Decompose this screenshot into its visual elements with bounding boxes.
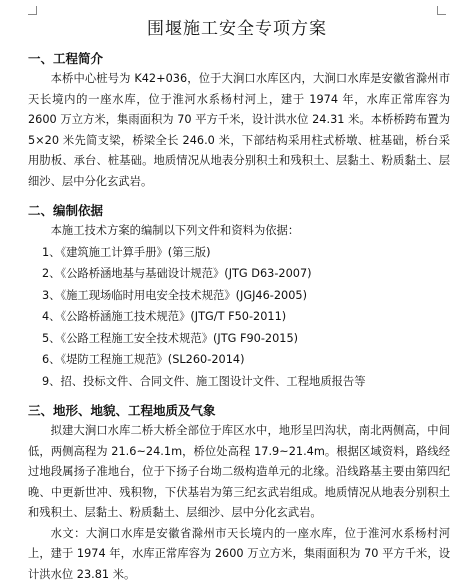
section-heading: 二、编制依据 <box>28 200 450 221</box>
document-body <box>28 48 450 585</box>
list-item: 4、《公路桥涵施工技术规范》(JTG/T F50-2011) <box>28 306 450 328</box>
list-item: 2、《公路桥涵地基与基础设计规范》(JTG D63-2007) <box>28 263 450 285</box>
section-intro: 本施工技术方案的编制以下列文件和资料为依据： <box>28 221 450 242</box>
section-heading: 三、地形、地貌、工程地质及气象 <box>28 400 450 421</box>
section-paragraph: 水文：大涧口水库是安徽省滁州市天长境内的一座水库，位于淮河水系杨村河上，建于 1974 年，水库正常库容为 2600 万立方米，集雨面积为 70 平方千米，设计洪水位 23.81 米。 <box>28 524 450 585</box>
list-item: 5、《公路工程施工安全技术规范》(JTG F90-2015) <box>28 328 450 350</box>
list-item: 3、《施工现场临时用电安全技术规范》(JGJ46-2005) <box>28 285 450 307</box>
list-item: 1、《建筑施工计算手册》(第三版) <box>28 242 450 264</box>
section-paragraph: 拟建大涧口水库二桥大桥全部位于库区水中，地形呈凹沟状，南北两侧高，中间低，两侧高程为 21.6~24.1m，桥位处高程 17.9~21.4m。根据区域资料，路线经过地段属扬子准地台，位于下扬子台坳二级构造单元的北缘。沿线路基主要由第四纪晚、中更新世冲、残积物，下伏基岩为第三纪玄武岩组成。地质情况从地表分别积土和残积土、层黏土、粉质黏土、层细沙、层中分化玄武岩。 <box>28 421 450 524</box>
document-title: 围堰施工安全专项方案 <box>0 14 474 39</box>
list-item: 9、招、投标文件、合同文件、施工图设计文件、工程地质报告等 <box>28 371 450 393</box>
section-heading: 一、工程简介 <box>28 48 450 69</box>
section-paragraph: 本桥中心桩号为 K42+036，位于大涧口水库区内，大涧口水库是安徽省滁州市天长境内的一座水库，位于淮河水系杨村河上，建于 1974 年，水库正常库容为 2600 万立方米，集雨面积为 70 平方千米，设计洪水位 24.31 米。本桥桥跨布置为 5×20 米先简支梁，桥梁全长 246.0 米，下部结构采用柱式桥墩、桩基础，桥台采用肋板、承台、桩基础。地质情况从地表分别积土和残积土、层黏土、粉质黏土、层细沙、层中分化玄武岩。 <box>28 69 450 192</box>
list-item: 6、《堤防工程施工规范》(SL260-2014) <box>28 349 450 371</box>
